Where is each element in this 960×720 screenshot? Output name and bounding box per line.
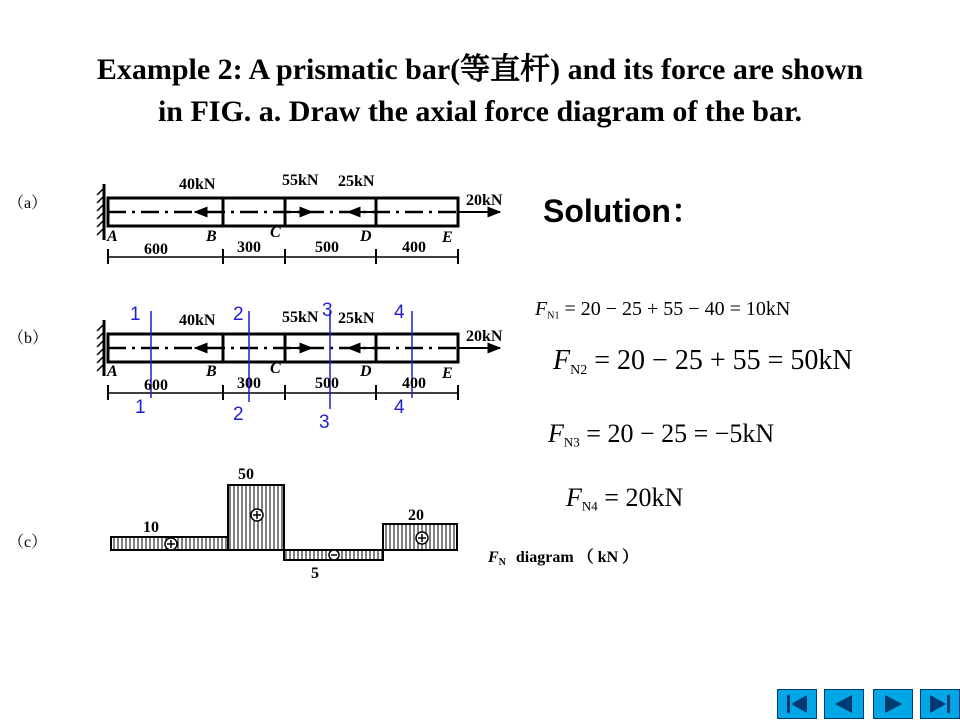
value-5: 5 <box>311 565 319 582</box>
section-1-top: 1 <box>130 304 141 325</box>
last-slide-button[interactable] <box>920 689 960 719</box>
first-slide-button[interactable] <box>777 689 817 719</box>
fn-diagram-caption <box>488 550 638 571</box>
section-3-top: 3 <box>322 300 333 321</box>
load-40kn-b: 40kN <box>179 312 216 329</box>
dim-600-a: 600 <box>144 241 168 258</box>
value-50: 50 <box>238 466 254 483</box>
title-line-2: in FIG. a. Draw the axial force diagram of the bar. <box>157 95 803 128</box>
last-icon <box>921 690 959 718</box>
figure-b-label: （b） <box>8 330 49 347</box>
solution-heading: Solution： <box>543 193 703 229</box>
prev-slide-button[interactable] <box>824 689 864 719</box>
point-c-a: C <box>270 224 281 241</box>
point-d-b: D <box>360 363 372 380</box>
dim-300-a: 300 <box>237 239 261 256</box>
dim-600-b: 600 <box>144 377 168 394</box>
figure-c-label: （c） <box>8 534 48 551</box>
eq1-symbol: F <box>535 298 548 320</box>
section-2-bottom: 2 <box>233 404 244 425</box>
dim-300-b: 300 <box>237 375 261 392</box>
section-2-top: 2 <box>233 304 244 325</box>
eq1-sub: N1 <box>547 310 560 322</box>
point-d-a: D <box>360 228 372 245</box>
section-3-bottom: 3 <box>319 412 330 433</box>
section-1-bottom: 1 <box>135 397 146 418</box>
eq2-symbol: F <box>553 345 571 376</box>
point-b-b: B <box>206 363 217 380</box>
eq4-sub: N4 <box>581 498 598 514</box>
load-40kn-a: 40kN <box>179 176 216 193</box>
section-4-bottom: 4 <box>394 397 405 418</box>
eq3-symbol: F <box>548 419 564 448</box>
caption-rest: diagram （ kN ） <box>515 549 639 566</box>
dim-400-b: 400 <box>402 375 426 392</box>
figure-a-label: （a） <box>8 195 48 212</box>
load-55kn-b: 55kN <box>282 309 319 326</box>
eq3-rhs: = 20 − 25 = −5kN <box>586 419 775 448</box>
eq3-sub: N3 <box>563 434 580 450</box>
caption-sub: N <box>498 557 506 568</box>
point-c-b: C <box>270 360 281 377</box>
section-4-top: 4 <box>394 302 405 323</box>
point-a-a: A <box>107 228 118 245</box>
dim-500-a: 500 <box>315 239 339 256</box>
point-a-b: A <box>107 363 118 380</box>
point-b-a: B <box>206 228 217 245</box>
caption-f: F <box>488 549 499 566</box>
value-10: 10 <box>143 519 159 536</box>
axial-force-diagram <box>111 485 457 560</box>
load-20kn-a: 20kN <box>466 192 503 209</box>
eq1-rhs: = 20 − 25 + 55 − 40 = 10kN <box>564 298 791 320</box>
dim-500-b: 500 <box>315 375 339 392</box>
point-e-b: E <box>442 365 453 382</box>
point-e-a: E <box>442 229 453 246</box>
load-20kn-b: 20kN <box>466 328 503 345</box>
eq2-sub: N2 <box>570 362 588 378</box>
load-55kn-a: 55kN <box>282 172 319 189</box>
dim-400-a: 400 <box>402 239 426 256</box>
eq4-rhs: = 20kN <box>604 483 684 512</box>
first-icon <box>778 690 816 718</box>
prev-icon <box>825 690 863 718</box>
load-25kn-a: 25kN <box>338 173 375 190</box>
title-line-1: Example 2: A prismatic bar(等直杆) and its force are shown <box>96 53 864 86</box>
next-slide-button[interactable] <box>873 689 913 719</box>
equation-fn4 <box>566 483 683 515</box>
equation-fn1 <box>535 298 790 322</box>
value-20: 20 <box>408 507 424 524</box>
equation-fn2 <box>553 345 853 379</box>
eq2-rhs: = 20 − 25 + 55 = 50kN <box>594 345 853 376</box>
next-icon <box>874 690 912 718</box>
load-25kn-b: 25kN <box>338 310 375 327</box>
equation-fn3 <box>548 419 774 451</box>
eq4-symbol: F <box>566 483 582 512</box>
